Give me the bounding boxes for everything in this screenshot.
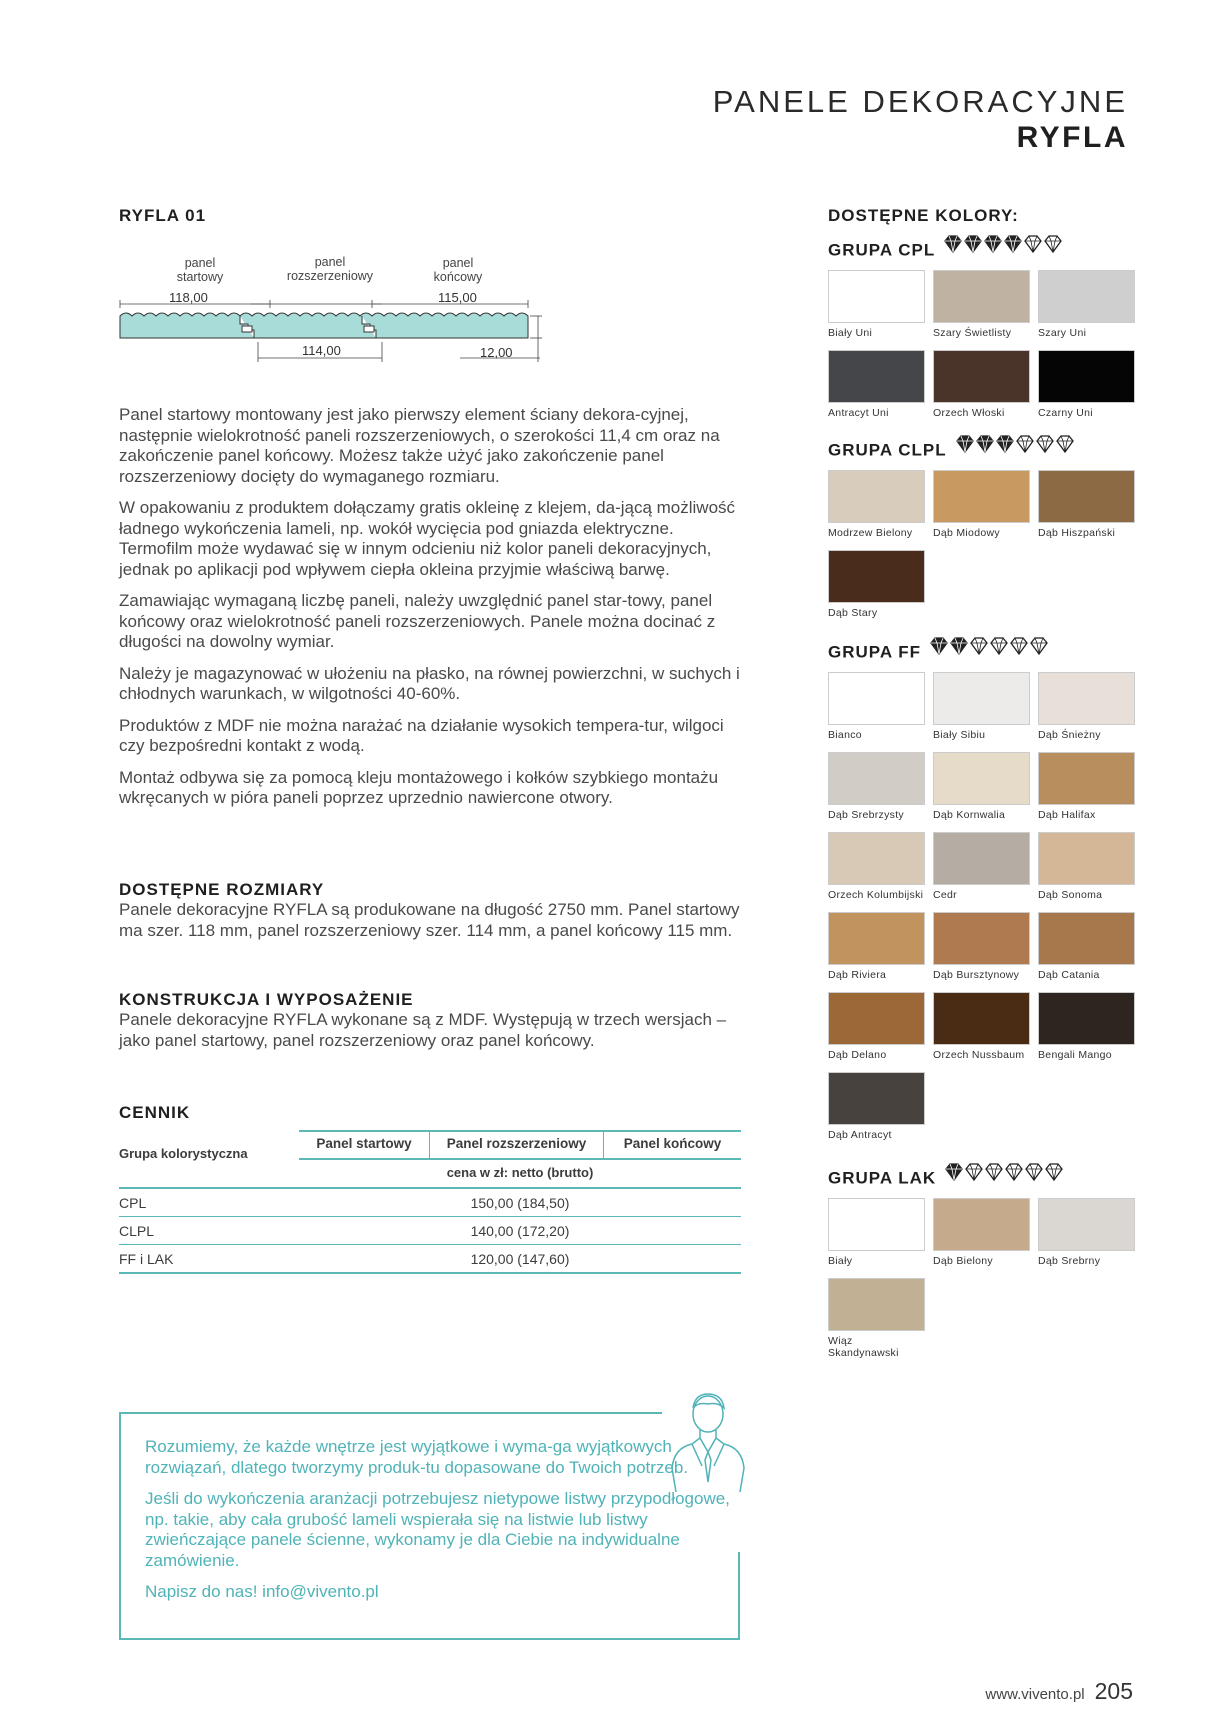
color-group bbox=[828, 440, 1138, 630]
diagram-label-end-bottom: końcowy bbox=[433, 270, 483, 284]
custom-order-note bbox=[119, 1412, 739, 1639]
paragraph: W opakowaniu z produktem dołączamy gratis okleinę z klejem, da-jącą możliwość ładnego wykończenia lameli, np. wokół wycięcia pod gniazda elektryczne. Termofilm może wydawać się w innym odcieniu niż kolor paneli dekoracyjnych, jednak po aplikacji pod wpływem ciepła okleina przyjmie właściwą barwę. bbox=[119, 498, 736, 579]
footer-url[interactable]: www.vivento.pl bbox=[985, 1686, 1085, 1703]
paragraph: Produktów z MDF nie można narażać na działanie wysokich tempera-tur, wilgoci czy bezpośredni kontakt z wodą. bbox=[119, 715, 724, 755]
swatch-sample bbox=[933, 672, 1030, 725]
color-swatch[interactable] bbox=[1038, 752, 1135, 832]
swatch-sample bbox=[1038, 1198, 1135, 1251]
swatch-label: Dąb Delano bbox=[828, 1049, 887, 1061]
color-swatch[interactable] bbox=[828, 470, 925, 550]
col-end-header: Panel końcowy bbox=[623, 1136, 722, 1151]
note-contact: Napisz do nas! info@vivento.pl bbox=[145, 1582, 379, 1601]
sizes-section bbox=[119, 880, 759, 941]
note-paragraph: Rozumiemy, że każde wnętrze jest wyjątkowe i wyma-ga wyjątkowych rozwiązań, dlatego tworzymy produk-tu dopasowane do Twoich potrzeb. bbox=[145, 1437, 689, 1477]
paragraph: Panel startowy montowany jest jako pierwszy element ściany dekora-cyjnej, następnie wielokrotność paneli rozszerzeniowych, o szerokości 11,4 cm oraz na zakończenie panel końcowy. Możesz także użyć jako zakończenie panel rozszerzeniowy docięty do wymaganego rozmiaru. bbox=[119, 405, 720, 486]
swatch-sample bbox=[1038, 832, 1135, 885]
color-swatch[interactable] bbox=[828, 832, 925, 912]
construction-section bbox=[119, 990, 759, 1051]
color-swatch[interactable] bbox=[933, 752, 1030, 832]
swatch-label: Dąb Riviera bbox=[828, 969, 887, 981]
swatch-grid bbox=[828, 672, 1138, 1152]
swatch-label: Dąb Halifax bbox=[1038, 809, 1096, 821]
swatch-label: Orzech Kolumbijski bbox=[828, 889, 924, 901]
table-row bbox=[119, 1245, 741, 1274]
swatch-sample bbox=[933, 992, 1030, 1045]
color-group-name: GRUPA CPL bbox=[828, 240, 936, 260]
diagram-label-ext-top: panel bbox=[314, 255, 346, 269]
swatch-label: Dąb Stary bbox=[828, 607, 878, 619]
color-swatch[interactable] bbox=[933, 672, 1030, 752]
row-group: FF i LAK bbox=[119, 1251, 174, 1267]
rating-diamond-icons bbox=[944, 1163, 1064, 1186]
row-group: CPL bbox=[119, 1195, 147, 1211]
rating-diamond-icons bbox=[929, 637, 1049, 660]
swatch-label: Dąb Sonoma bbox=[1038, 889, 1103, 901]
swatch-sample bbox=[828, 672, 925, 725]
color-swatch[interactable] bbox=[933, 992, 1030, 1072]
color-group-name: GRUPA LAK bbox=[828, 1168, 937, 1188]
swatch-sample bbox=[933, 752, 1030, 805]
color-swatch[interactable] bbox=[828, 550, 925, 630]
swatch-label: Bianco bbox=[828, 729, 862, 741]
swatch-label: Dąb Srebrny bbox=[1038, 1255, 1101, 1267]
swatch-sample bbox=[933, 470, 1030, 523]
color-swatch[interactable] bbox=[1038, 350, 1135, 430]
pricing-title: CENNIK bbox=[119, 1103, 191, 1122]
note-paragraph: Jeśli do wykończenia aranżacji potrzebujesz nietypowe listwy przypodłogowe, np. takie, aby cała grubość lameli wspierała się na listwie lub listwy zwieńczające panele ścienne, wykonamy je dla Ciebie na indywidualne zamówienie. bbox=[145, 1489, 730, 1570]
color-swatch[interactable] bbox=[828, 350, 925, 430]
swatch-label: Biały Sibiu bbox=[933, 729, 986, 741]
paragraph: Zamawiając wymaganą liczbę paneli, należy uwzględnić panel star-towy, panel końcowy oraz wielokrotność paneli rozszerzeniowych. Panele można docinać z długości na dowolny wymiar. bbox=[119, 591, 716, 651]
description-text bbox=[119, 405, 749, 820]
color-swatch[interactable] bbox=[933, 270, 1030, 350]
sizes-title: DOSTĘPNE ROZMIARY bbox=[119, 880, 325, 899]
color-swatch[interactable] bbox=[933, 1198, 1030, 1278]
swatch-sample bbox=[933, 350, 1030, 403]
swatch-sample bbox=[828, 470, 925, 523]
color-swatch[interactable] bbox=[828, 752, 925, 832]
color-group-name: GRUPA CLPL bbox=[828, 440, 947, 460]
profile-drawing bbox=[110, 250, 550, 370]
color-swatch[interactable] bbox=[828, 1198, 925, 1278]
color-group bbox=[828, 1168, 1138, 1358]
page-number: 205 bbox=[1094, 1678, 1133, 1704]
color-group bbox=[828, 240, 1138, 430]
page-title-line1: PANELE DEKORACYJNE bbox=[712, 84, 1128, 119]
swatch-label: Dąb Kornwalia bbox=[933, 809, 1006, 821]
col-ext-header: Panel rozszerzeniowy bbox=[430, 1130, 604, 1158]
swatch-label: Orzech Włoski bbox=[933, 407, 1005, 419]
swatch-label: Dąb Bursztynowy bbox=[933, 969, 1020, 981]
diagram-label-start-top: panel bbox=[184, 256, 216, 270]
swatch-label: Antracyt Uni bbox=[828, 407, 889, 419]
color-swatch[interactable] bbox=[933, 832, 1030, 912]
swatch-sample bbox=[828, 550, 925, 603]
color-group-header bbox=[828, 240, 1138, 270]
dim-thickness: 12,00 bbox=[480, 345, 513, 360]
swatch-label: Szary Uni bbox=[1038, 327, 1087, 339]
color-swatch[interactable] bbox=[828, 992, 925, 1072]
row-group: CLPL bbox=[119, 1223, 155, 1239]
swatch-label: Wiąz Skandynawski bbox=[828, 1335, 899, 1359]
color-swatch[interactable] bbox=[828, 912, 925, 992]
swatch-sample bbox=[828, 350, 925, 403]
swatch-sample bbox=[933, 912, 1030, 965]
color-swatch[interactable] bbox=[933, 912, 1030, 992]
color-group-name: GRUPA FF bbox=[828, 642, 921, 662]
swatch-label: Dąb Hiszpański bbox=[1038, 527, 1116, 539]
colors-title-text: DOSTĘPNE KOLORY: bbox=[828, 206, 1019, 225]
swatch-label: Dąb Miodowy bbox=[933, 527, 1000, 539]
color-group-header bbox=[828, 1168, 1138, 1198]
swatch-label: Bengali Mango bbox=[1038, 1049, 1112, 1061]
swatch-label: Modrzew Bielony bbox=[828, 527, 913, 539]
color-swatch[interactable] bbox=[1038, 470, 1135, 550]
swatch-sample bbox=[1038, 470, 1135, 523]
colors-title bbox=[828, 206, 1019, 226]
col-start-header: Panel startowy bbox=[299, 1130, 430, 1158]
swatch-sample bbox=[1038, 350, 1135, 403]
footer bbox=[985, 1678, 1133, 1705]
color-swatch[interactable] bbox=[1038, 672, 1135, 752]
color-swatch[interactable] bbox=[828, 1072, 925, 1152]
dim-middle: 114,00 bbox=[302, 343, 341, 358]
swatch-sample bbox=[828, 1072, 925, 1125]
rating-diamond-icons bbox=[955, 435, 1075, 458]
row-price: 150,00 (184,50) bbox=[470, 1195, 570, 1211]
swatch-label: Szary Świetlisty bbox=[933, 327, 1012, 339]
product-title: RYFLA 01 bbox=[119, 206, 207, 225]
pricing-group-header: Grupa kolorystyczna bbox=[119, 1146, 248, 1161]
swatch-label: Czarny Uni bbox=[1038, 407, 1093, 419]
color-group-header bbox=[828, 440, 1138, 470]
swatch-label: Biały bbox=[828, 1255, 853, 1267]
table-row bbox=[119, 1189, 741, 1217]
color-swatch[interactable] bbox=[1038, 992, 1135, 1072]
swatch-sample bbox=[828, 992, 925, 1045]
color-swatch[interactable] bbox=[1038, 270, 1135, 350]
swatch-sample bbox=[1038, 912, 1135, 965]
paragraph: Montaż odbywa się za pomocą kleju montażowego i kołków szybkiego montażu wkręcanych w pióra paneli poprzez uprzednio nawiercone otwory. bbox=[119, 767, 719, 807]
swatch-label: Dąb Srebrzysty bbox=[828, 809, 904, 821]
color-swatch[interactable] bbox=[1038, 1198, 1135, 1278]
page-title-line2: RYFLA bbox=[1016, 121, 1128, 154]
swatch-sample bbox=[1038, 992, 1135, 1045]
row-price: 120,00 (147,60) bbox=[470, 1251, 570, 1267]
swatch-grid bbox=[828, 470, 1138, 630]
color-group bbox=[828, 642, 1138, 1152]
color-swatch[interactable] bbox=[1038, 832, 1135, 912]
table-row bbox=[119, 1217, 741, 1245]
color-group-header bbox=[828, 642, 1138, 672]
swatch-sample bbox=[828, 912, 925, 965]
dim-start: 118,00 bbox=[169, 290, 208, 305]
paragraph: Należy je magazynować w ułożeniu na płasko, na równej powierzchni, w suchych i chłodnych warunkach, w wilgotności 40-60%. bbox=[119, 663, 740, 703]
construction-text: Panele dekoracyjne RYFLA wykonane są z MDF. Występują w trzech wersjach – jako panel startowy, panel rozszerzeniowy oraz panel końcowy. bbox=[119, 1010, 727, 1050]
swatch-label: Cedr bbox=[933, 889, 957, 901]
swatch-sample bbox=[1038, 752, 1135, 805]
swatch-grid bbox=[828, 1198, 1138, 1358]
color-swatch[interactable] bbox=[828, 1278, 925, 1358]
dim-end: 115,00 bbox=[438, 290, 477, 305]
color-swatch[interactable] bbox=[1038, 912, 1135, 992]
swatch-sample bbox=[933, 1198, 1030, 1251]
diagram-label-start-bottom: startowy bbox=[176, 270, 224, 284]
color-swatch[interactable] bbox=[828, 270, 925, 350]
construction-title: KONSTRUKCJA I WYPOSAŻENIE bbox=[119, 990, 414, 1009]
swatch-sample bbox=[828, 1198, 925, 1251]
swatch-sample bbox=[933, 270, 1030, 323]
swatch-label: Biały Uni bbox=[828, 327, 873, 339]
color-swatch[interactable] bbox=[933, 470, 1030, 550]
row-price: 140,00 (172,20) bbox=[470, 1223, 570, 1239]
swatch-sample bbox=[828, 832, 925, 885]
diagram-label-ext-bottom: rozszerzeniowy bbox=[286, 269, 374, 283]
swatch-label: Dąb Śnieżny bbox=[1038, 729, 1101, 741]
swatch-label: Orzech Nussbaum bbox=[933, 1049, 1025, 1061]
swatch-label: Dąb Bielony bbox=[933, 1255, 993, 1267]
swatch-label: Dąb Catania bbox=[1038, 969, 1100, 981]
rating-diamond-icons bbox=[943, 235, 1063, 258]
swatch-sample bbox=[1038, 270, 1135, 323]
sizes-text: Panele dekoracyjne RYFLA są produkowane na długość 2750 mm. Panel startowy ma szer. 118 mm, panel rozszerzeniowy szer. 114 mm, a panel końcowy 115 mm. bbox=[119, 900, 740, 940]
swatch-sample bbox=[828, 752, 925, 805]
swatch-sample bbox=[828, 1278, 925, 1331]
panel-profile-diagram bbox=[110, 250, 550, 370]
price-subheader: cena w zł: netto (brutto) bbox=[446, 1165, 594, 1180]
color-swatch[interactable] bbox=[828, 672, 925, 752]
color-swatch[interactable] bbox=[933, 350, 1030, 430]
diagram-label-end-top: panel bbox=[442, 256, 474, 270]
swatch-sample bbox=[933, 832, 1030, 885]
swatch-sample bbox=[1038, 672, 1135, 725]
swatch-label: Dąb Antracyt bbox=[828, 1129, 892, 1141]
swatch-grid bbox=[828, 270, 1138, 430]
swatch-sample bbox=[828, 270, 925, 323]
